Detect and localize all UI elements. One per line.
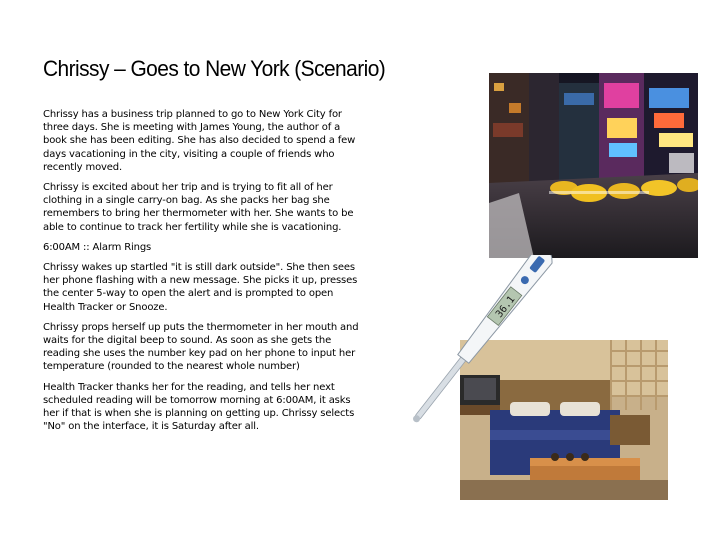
paragraph-health-tracker: Health Tracker thanks her for the reading, and tells her next scheduled reading will be tomorrow morning at 6:00AM, it asks her if that is when she is planning on getting up. Chrissy selects "No" on the interface, it is Saturday after all. bbox=[43, 381, 355, 433]
scenario-text bbox=[43, 108, 361, 440]
paragraph-wake: Chrissy wakes up startled "it is still dark outside". She then sees her phone flashing with a new message. She picks it up, presses the center 5-way to open the alert and is prompted to open Health Tracker or Snooze. bbox=[43, 262, 358, 313]
times-square-photo bbox=[489, 73, 698, 258]
thermometer-display: 36.1 bbox=[494, 294, 518, 320]
paragraph-trip: Chrissy has a business trip planned to go to New York City for three days. She is meeting with James Young, the author of a book she has been editing. She has also decided to spend a few days vacationing in the city, visiting a couple of friends who recently moved. bbox=[43, 109, 356, 173]
slide-title: Chrissy – Goes to New York (Scenario) bbox=[43, 56, 386, 81]
paragraph-alarm: 6:00AM :: Alarm Rings bbox=[43, 241, 152, 253]
paragraph-packing: Chrissy is excited about her trip and is trying to fit all of her clothing in a single carry-on bag. As she packs her bag she remembers to bring her thermometer with her. She wants to be able to continue to track her fertility while she is vacationing. bbox=[43, 182, 354, 233]
digital-thermometer-image bbox=[388, 255, 568, 435]
paragraph-thermometer: Chrissy props herself up puts the thermometer in her mouth and waits for the digital beep to sound. As soon as she gets the reading she uses the number key pad on her phone to input her temperature (rounded to the nearest whole number) bbox=[43, 321, 359, 373]
